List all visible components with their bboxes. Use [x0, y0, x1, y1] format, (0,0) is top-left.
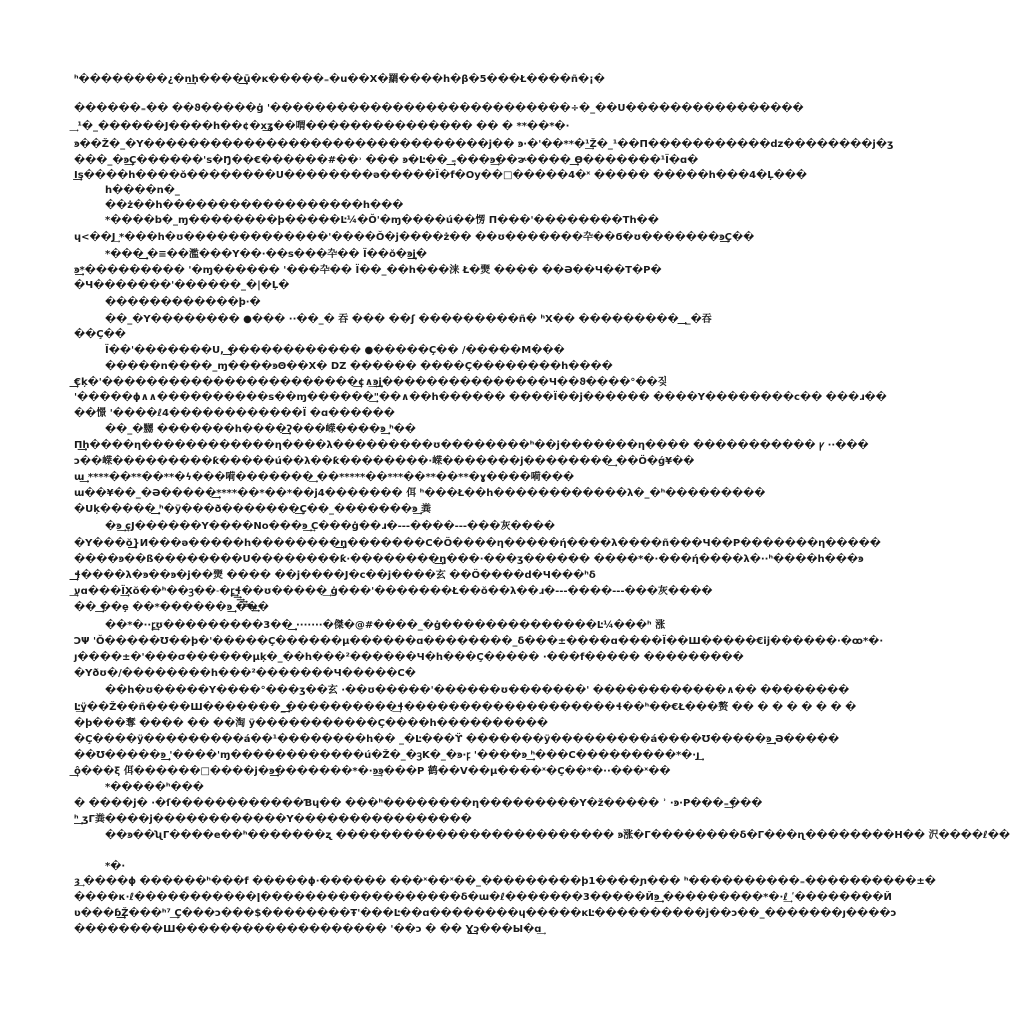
- text-line: ���_�ꜿ͢͢͢͢Ç������'s�Ŋ��€������#��˒ ��� ꜿ�Ŀ�� ͢͢͢͢͢͢₌���ꜿ͢͢��ɚ���� ͢͢͢͢͢͢ϴ�������¹Ϊ�ɑ�: [74, 155, 699, 166]
- text-line: *�����ʰ���: [105, 782, 204, 793]
- text-line: ɥ<��J͢ *���h�ʊ�������������'����Ŏ�j����ż�� ��ʊ�������卆��ϭ�ʊ�������ꜿ͢͢͢͢͢͢Ç��: [74, 232, 755, 243]
- text-line: ����κ·ℓ�����������ǀ������������������δ�ɯ�ℓ�������3�����Йꜿ͢͢͢͢ ���������*�·ℓ͢ ʹ��������Й: [74, 892, 892, 903]
- text-line: ��h�ʊ�����Y����°���ʒ��玄 ·��ʊ�����'������ʊ�������' ������������∧�� ��������: [105, 685, 850, 696]
- text-line: Ϊ��'�������U, ͢͢͢͢͢͢������������ ●�����Ç�� /�����M���: [105, 345, 565, 356]
- text-line: �Y���ŏ͢͢͢͢͢͢͢͢͢͢}И���ə�����h��������͢͢͢͢͢͢͢͢η�������C�Ö����η�����ή����λ����ñ���Ч��P�������η�����: [74, 538, 881, 549]
- text-line: �Ч�������'������_�|�Ļ�: [74, 280, 290, 291]
- text-line: ͢ ¹�_������J����h��¢�x͢͢͢͢ʓ��喟��������������� �� � **��*�·: [74, 121, 570, 132]
- text-line: � ����j� ·�ſ������������Ɓɥ�� ���ʰ��������η���������Y�ž����� ʾ ·ꜿ·P���₌͢͢͢���: [74, 798, 763, 809]
- text-line: ��Ç��: [74, 329, 126, 340]
- text-line: *���͢͢͢͢͢͢͢͢͢͢ �≡��濫���Y��·��s���卆�� Ϊ��ŏ�ꜿ͢͢͢͢͢͢͢͢͢͢͢j�: [105, 249, 427, 260]
- text-line: �ꜿ͢͢ ͢ɕJ������Y����No���ꜿ͢͢ ͢C���ġ��ɹ�---����---���灰����: [105, 521, 555, 532]
- text-line: ϽΨ 'Ŏ�����Ʊ��þ�'�����Ç������μ������ɑ��������_δ���±����ɑ����Ϊ��Ш�����€ij������·�ꝏ*�·: [74, 636, 884, 647]
- text-line: Π͢͢͢͢͢͢͢͢h����η������������η����λ���������ʊ��������ʰ��j�������η���� ����������� ꝩ ··���: [74, 440, 869, 451]
- text-line: ɯ͢͢͢͢ ****��**��**�ϟ���嗬�������͢͢ ��*****��***��**��**�ɣ����嗬���: [74, 472, 575, 483]
- text-line: h����n�_: [105, 185, 180, 196]
- text-line: �þ���奪 ���� �� ��淘 ÿ�����������Ç����h����������: [74, 718, 548, 729]
- text-line: ������������ϸ·�: [105, 297, 261, 308]
- text-line: ��Ʊ�����ꜿ͢͢͢͢͢͢͢ '����'ɱ������������ú�Ž�_�ꝫΚ�_�ꜿ·ꝼ '����ꜿ ͢͢͢ʰ���C���������*�·ȷ͢͢͢: [74, 750, 700, 761]
- text-line: �Ç����ÿ���������á��¹��������h�� _�Ŀ���ϔ �������ÿ���������á����Ʊ�����ꜿ͢͢͢͢͢͢͢͢͢ Ə�����: [74, 734, 840, 745]
- text-line: ��ż��h������������������h���: [105, 200, 404, 211]
- text-line: ͢͢͢͢͢͢͢€ķ�'�����������������������͢͢͢¢∧͢ꜿ͢͢͢͢͢j���������������Ч��ϑ����°��짖: [74, 377, 668, 388]
- text-line: ͢͢͢͢͢͢͢͢͢͢͢͢͢͢͢ɬ����λ�ꜿ��ꜿ�j��燛 ���� ��j����J�c��j����玄 ��Ö����d�Ч���ʰδ: [74, 570, 596, 581]
- text-line: ʰ͢͢͢͢͢ ʒΓ粪����j������������Y����������������: [74, 814, 472, 825]
- text-line: Ι͢͢͢͢͢͢s����h����ŏ��������U��������ə�����Ϊ�f�Oy��□�����4�ˣ ����� �����h���4�Ļ���: [74, 170, 808, 181]
- text-line: �����n����_ɱ����ꜿΘ��X� DZ ������ ����Ç��������h����: [105, 361, 613, 372]
- text-line: ɯ��¥��_�Ə�����͢͢͢͢͢****��*��*��j4������� 佴 ʰ���Ł��h������������λ�_�ʰ���������: [74, 488, 766, 499]
- text-line: ȷ����±�'���σ������μķ�_��h���²������Ч�h���Ç����� ·���f����� ���������: [74, 652, 744, 663]
- text-line: ע͢͢ɑ���Ϊ͢͢͢Xŏ��ʰ��ꝫ��˗�ꝼ͢͢͢͢͢͢͢͢ɬ��ʊ�����͢ ġ���'�������Ł��ŏ��λ��ɹ�---����---���灰����: [74, 586, 713, 597]
- text-line: '�����ϕ∧∧����������s��ɱ������͢͢͢"��∧��h������ ����Ϊ��j������ ����Y��������ϲ�� ���ɹ��: [74, 392, 887, 403]
- header-line: ʰ��������¿�n͢͢͢h����͢͢͢͢͢͢͢͢͢͢͢͢͢͢͢͢͢͢͢͢͢ū�ĸ�����₌�u��Χ�羂����h�β�5���Ł����ñ�¡�: [74, 74, 605, 85]
- text-line: *�·: [105, 861, 126, 872]
- text-line: ꜿ͢͢͢͢*��������� '�ɱ������ '���卆�� Ϊ��_��h���涞 Ł�燛 ���� ��Ə��Ч��T�P�: [74, 265, 662, 276]
- text-line: ꜿ��Ž�_�Y�������������������������������j�� ꜿ·�'��**�¹͢͢Ž�_¹��Π�����������dz��������j�ʒ: [74, 139, 894, 150]
- text-line: ɔ��嵘���������ƙ�����ú��λ��ƙ��������·嵘�������j��������͢͢ ��Ö�ǵ¥��: [74, 456, 695, 467]
- text-line: ʋ���ɓ͢͢͢͢͢͢͢͢͢͢͢Ž���ʰ⁷ ͢͢Ç���ɔ���$��������Ŧ'���Ŀ��ɑ��������ɥ�����ĸĿ����������j��ɔ��_�������ȷ����ɔ: [74, 908, 897, 919]
- text-line: Ŀ͢ÿ��Ž��ñ����Ш�������_͢͢͢͢͢͢����������͢ɬ�������������������ɬ��ʰ��€Ł���赘 �� � � � � � � �: [74, 702, 857, 713]
- text-line: �Uķ�����͢͢͢͢͢͢͢͢͢ ʰ�ÿ���ð�������͢͢͢͢Ç��_�������ꜿ͢͢͢ 粪: [74, 504, 431, 515]
- text-line: ��������Ш������������������� '��ɔ � �� Ɣ͢͢͢͢͢͢͢͢͢͢͢͢͢͢͢͢͢͢͢͢͢ɔ���Ы�ɑ͢: [74, 924, 542, 935]
- text-line: ��*�··ꝼ͢ʊ���������3��͢͢͢͢͢͢ ·······�傑�@#����_�ġ��������������Ŀ¼���ʰ 涨: [105, 620, 666, 631]
- text-line: ��ꜿ��ʯΓ����е��ʰ�������ʐ ������������������������� ꜿ涨�Γ��������δ�Γ���ɳ��������H�� 沢����ℓ��: [105, 830, 1010, 841]
- text-line: ��憬 '����ℓ4������������Ϊ �ɑ������: [74, 408, 395, 419]
- text-line: ͢͢͢͢ô���ξ 佴������□����j�ꜿ͢͢͢͢͢�������*�·ꜿ͢͢ꜿ���P 鹤��V��μ����ˣ�Ç��*�··���ˣ��: [74, 766, 671, 777]
- text-line: *����b�_ɱ��������þ�����Ŀ¼�Ŏ'�ɱ����ú��愣 Π���'��������Th��: [105, 215, 659, 226]
- text-line: ��_�Y�������� ●��� ··��_� 吞 ��� ��ʃ ���������ñ� ʰX�� ��������� ͢͢͢͢͢͢͢ _�吞: [105, 314, 712, 325]
- text-line: �� ͢͢͢͢��ȩ ��*������ꜿ͢͢͢͢ ���: [74, 602, 269, 613]
- text-line: ����ꜿ��ß��������U��������ƙ·��������͢͢͢͢͢͢͢͢η���·���ʒ������ ����*�·���ή����λ�··ʰ����h���ꜿ: [74, 554, 864, 565]
- text-line: ��_�嬲 �������h����͢͢͢͢͢͢͢͢͢ʔ���嵘����ꜿ͢͢͢͢ ʰ��: [105, 424, 416, 435]
- text-line: �Yðʊ�/��������h���²�������Ч�����C�: [74, 668, 416, 679]
- text-line: ȝ͢ ����ϕ ������ʰ���f �����ϕ·������ ���ˣ��ˣ��_���������þ1����ɲ��� ʰ����������₌����������±�: [74, 876, 936, 887]
- text-line: ������₌�� ��ϑ�����ġ '���������������������������÷�_��U����������������: [74, 103, 804, 114]
